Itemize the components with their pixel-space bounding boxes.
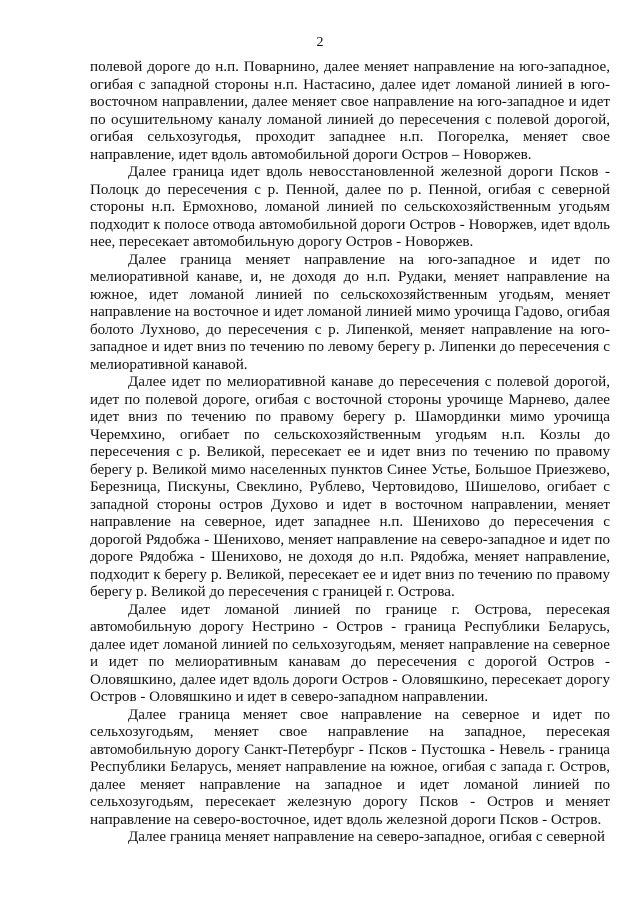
paragraph: Далее идет ломаной линией по границе г. Острова, пересекая автомобильную дорогу Нестрино - Остров - граница Республики Беларусь, далее идет ломаной линией по сельхозугодьям, меняет направление на северное и идет по мелиоративным канавам до пересечения с дорогой Остров - Оловяшкино, далее идет вдоль дороги Остров - Оловяшкино, пересекает дорогу Остров - Оловяшкино и идет в северо-западном направлении. — [90, 601, 610, 705]
paragraph: Далее граница меняет направление на юго-западное и идет по мелиоративной канаве, и, не доходя до н.п. Рудаки, меняет направление на южное, идет ломаной линией по сельскохозяйственным угодьям, меняет направление на восточное и идет ломаной линией мимо урочища Гадово, огибая болото Лухново, до пересечения с р. Липенкой, меняет направление на юго-западное и идет вниз по течению по левому берегу р. Липенки до пересечения с мелиоративной канавой. — [90, 251, 610, 373]
paragraph-continued: полевой дороге до н.п. Поварнино, далее меняет направление на юго-западное, огибая с западной стороны н.п. Настасино, далее идет ломаной линией в юго-восточном направлении, далее меняет свое направление на юго-западное и идет по осушительному каналу ломаной линией до пересечения с полевой дорогой, огибая сельхозугодья, проходит западнее н.п. Погорелка, меняет свое направление, идет вдоль автомобильной дороги Остров – Новоржев. — [90, 59, 610, 163]
paragraph: Далее идет по мелиоративной канаве до пересечения с полевой дорогой, идет по полевой дороге, огибая с восточной стороны урочище Марнево, далее идет вниз по течению по правому берегу р. Шамординки мимо урочища Черемхино, огибает по сельскохозяйственным угодьям н.п. Козлы до пересечения с р. Великой, пересекает ее и идет вниз по течению по правому берегу р. Великой мимо населенных пунктов Синее Устье, Большое Приезжево, Березница, Пискуны, Свеклино, Рублево, Чертовидово, Шишелово, огибает с западной стороны остров Духово и идет в восточном направлении, меняет направление на северное, идет западнее н.п. Шенихово до пересечения с дорогой Рядобжа - Шенихово, меняет направление на северо-западное и идет по дороге Рядобжа - Шенихово, не доходя до н.п. Рядобжа, меняет направление, подходит к берегу р. Великой, пересекает ее и идет вниз по течению по правому берегу р. Великой до пересечения с границей г. Острова. — [90, 374, 610, 600]
paragraph-truncated: Далее граница меняет направление на северо-западное, огибая с северной — [128, 829, 605, 845]
page-number: 2 — [316, 35, 324, 50]
paragraph: Далее граница меняет свое направление на северное и идет по сельхозугодьям, меняет свое направление на западное, пересекая автомобильную дорогу Санкт-Петербург - Псков - Пустошка - Невель - граница Республики Беларусь, меняет направление на южное, огибая с запада г. Остров, далее меняет направление на западное и идет ломаной линией по сельхозугодьям, пересекает железную дорогу Псков - Остров и меняет направление на северо-восточное, идет вдоль железной дороги Псков - Остров. — [90, 706, 610, 828]
paragraph: Далее граница идет вдоль невосстановленной железной дороги Псков - Полоцк до пересечения с р. Пенной, далее по р. Пенной, огибая с северной стороны н.п. Ермохново, ломаной линией по сельскохозяйственным угодьям подходит к полосе отвода автомобильной дороги Остров - Новоржев, идет вдоль нее, пересекает автомобильную дорогу Остров - Новоржев. — [90, 164, 610, 250]
document-body — [90, 59, 610, 847]
